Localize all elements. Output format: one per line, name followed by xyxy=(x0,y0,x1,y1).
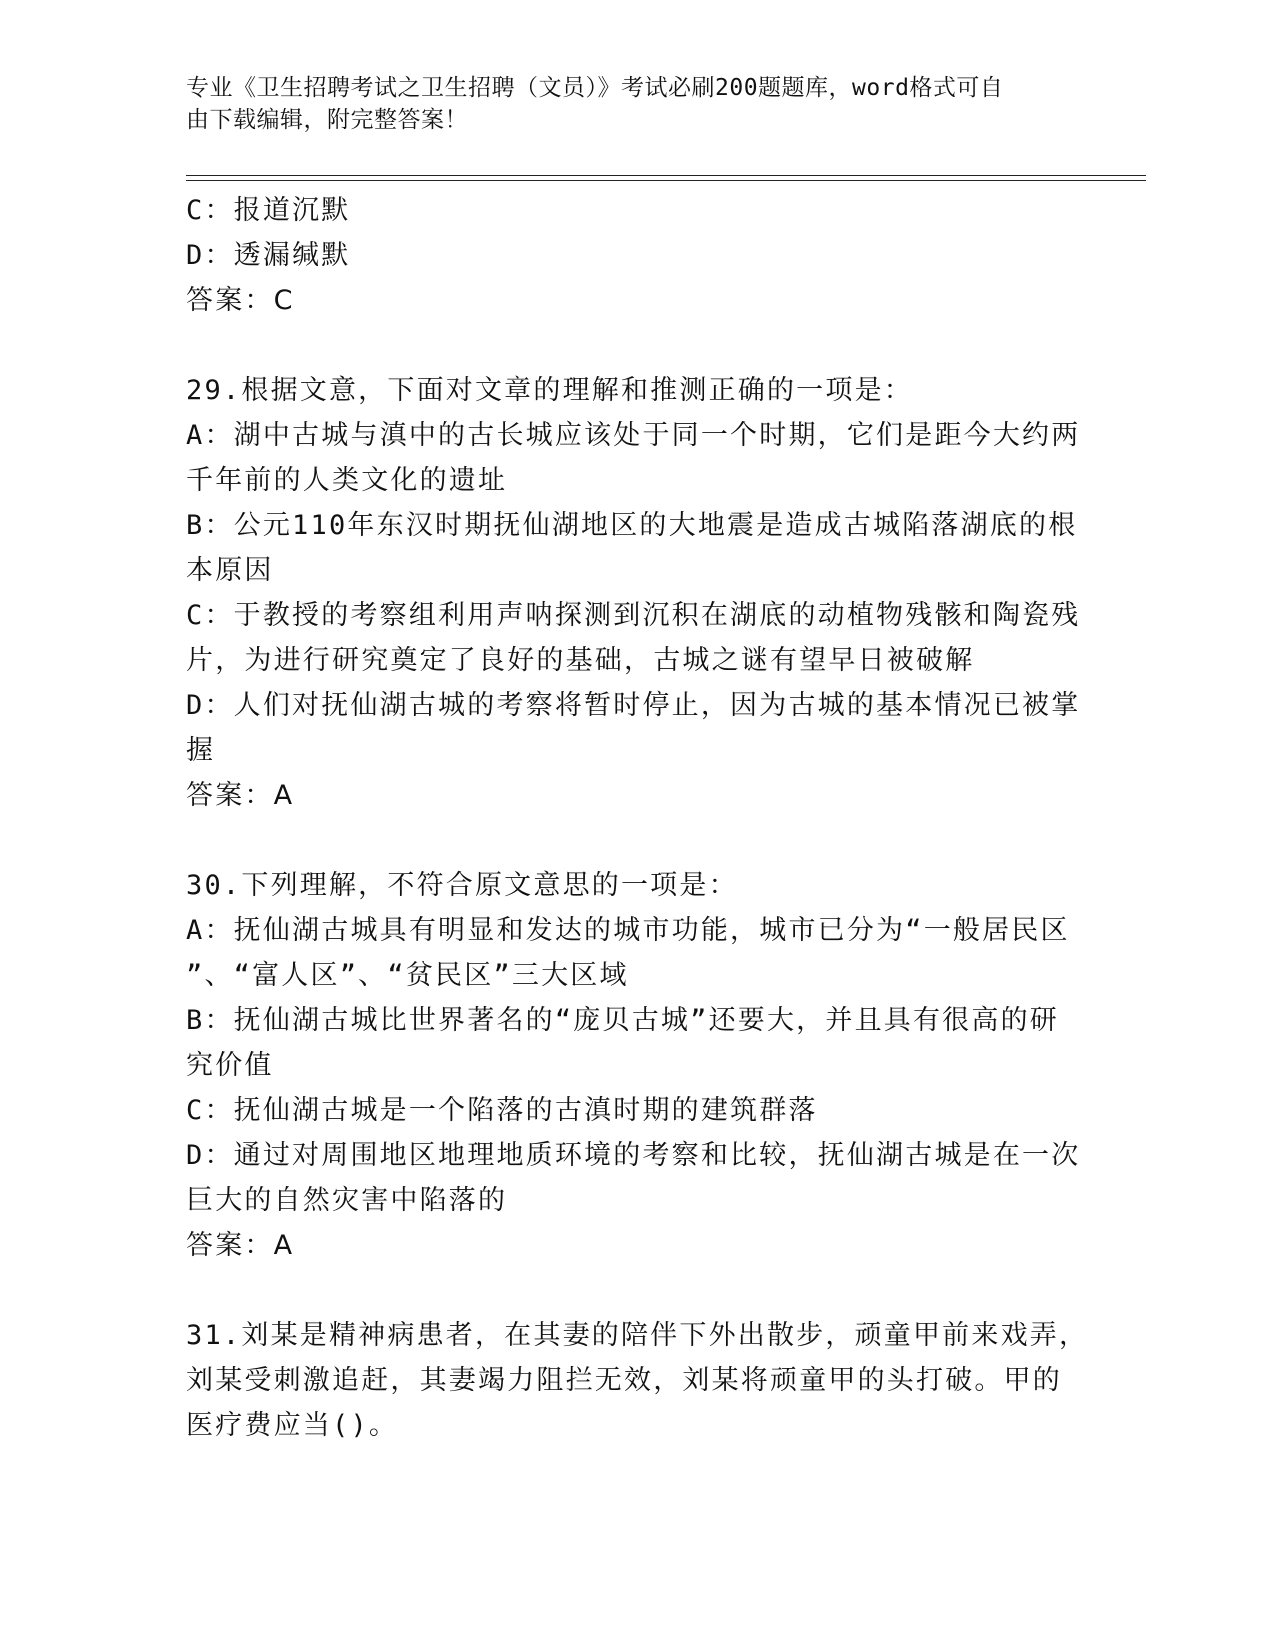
question-stem-line: 31.刘某是精神病患者，在其妻的陪伴下外出散步，顽童甲前来戏弄， xyxy=(186,1320,1089,1351)
question-stem-line: 刘某受刺激追赶，其妻竭力阻拦无效，刘某将顽童甲的头打破。甲的 xyxy=(186,1365,1062,1396)
answer-line: 答案：A xyxy=(186,1230,295,1261)
spacer xyxy=(186,819,1086,863)
option-b xyxy=(186,503,1086,593)
option-c: C：报道沉默 xyxy=(186,195,351,226)
option-c-line-1: C：抚仙湖古城是一个陷落的古滇时期的建筑群落 xyxy=(186,1095,818,1126)
question-stem-29: 29.根据文意，下面对文章的理解和推测正确的一项是： xyxy=(186,375,913,406)
option-a-line-2: 千年前的人类文化的遗址 xyxy=(186,465,508,496)
question-content xyxy=(186,188,1089,1448)
option-c xyxy=(186,1088,1086,1133)
option-d xyxy=(186,1133,1086,1223)
question-stem-line: 医疗费应当()。 xyxy=(186,1410,399,1441)
option-d xyxy=(186,683,1086,773)
spacer xyxy=(186,1269,1086,1313)
header-divider-bottom xyxy=(186,180,1146,181)
option-a xyxy=(186,908,1086,998)
document-header xyxy=(186,72,1066,136)
option-d-line-2: 握 xyxy=(186,735,216,766)
option-b-line-2: 究价值 xyxy=(186,1050,274,1081)
option-b xyxy=(186,998,1086,1088)
option-a-line-1: A：湖中古城与滇中的古长城应该处于同一个时期，它们是距今大约两 xyxy=(186,420,1081,451)
answer-line: 答案：C xyxy=(186,285,295,316)
option-d-line-2: 巨大的自然灾害中陷落的 xyxy=(186,1185,508,1216)
option-b-line-1: B：公元110年东汉时期抚仙湖地区的大地震是造成古城陷落湖底的根 xyxy=(186,510,1078,541)
header-divider-top xyxy=(186,175,1146,176)
option-a xyxy=(186,413,1086,503)
option-d-line-1: D：人们对抚仙湖古城的考察将暂时停止，因为古城的基本情况已被掌 xyxy=(186,690,1081,721)
option-b-line-1: B：抚仙湖古城比世界著名的“庞贝古城”还要大，并且具有很高的研 xyxy=(186,1005,1059,1036)
answer-line: 答案：A xyxy=(186,780,295,811)
option-d: D：透漏缄默 xyxy=(186,240,351,271)
option-b-line-2: 本原因 xyxy=(186,555,274,586)
header-line-1: 专业《卫生招聘考试之卫生招聘（文员）》考试必刷200题题库，word格式可自 xyxy=(186,75,1004,101)
option-c xyxy=(186,593,1086,683)
question-stem-30: 30.下列理解，不符合原文意思的一项是： xyxy=(186,870,738,901)
option-c-line-2: 片，为进行研究奠定了良好的基础，古城之谜有望早日被破解 xyxy=(186,645,975,676)
spacer xyxy=(186,324,1086,368)
option-d-line-1: D：通过对周围地区地理地质环境的考察和比较，抚仙湖古城是在一次 xyxy=(186,1140,1081,1171)
question-stem-31 xyxy=(186,1313,1089,1448)
option-c-line-1: C：于教授的考察组利用声呐探测到沉积在湖底的动植物残骸和陶瓷残 xyxy=(186,600,1081,631)
option-a-line-1: A：抚仙湖古城具有明显和发达的城市功能，城市已分为“一般居民区 xyxy=(186,915,1070,946)
option-a-line-2: ”、“富人区”、“贫民区”三大区域 xyxy=(186,960,629,991)
header-line-2: 由下载编辑，附完整答案！ xyxy=(186,107,468,133)
